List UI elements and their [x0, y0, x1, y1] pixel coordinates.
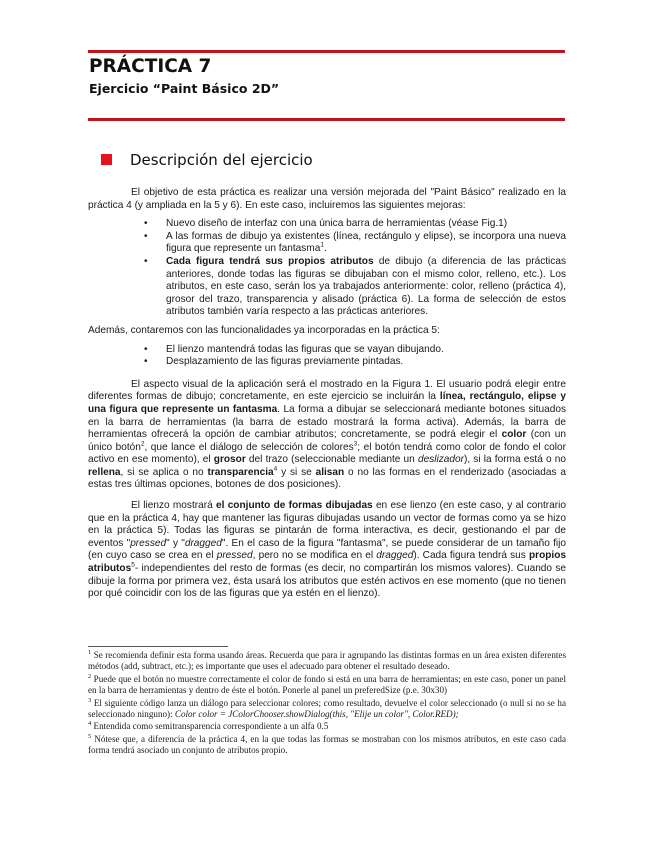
- paragraph-functionalities: Además, contaremos con las funcionalidades ya incorporadas en la práctica 5:: [88, 324, 440, 336]
- footnote-5: $^5$ Nótese que, a diferencia de la práctica 4, en la que todas las formas se mostraban con los mismos atributos, en este caso cada forma tendrá asociado un conjunto de atributos propio.: [88, 732, 566, 756]
- list-item-text: Nuevo diseño de interfaz con una única barra de herramientas (véase Fig.1): [166, 218, 508, 230]
- list-item: [166, 344, 566, 357]
- page-subtitle: Ejercicio “Paint Básico 2D”: [89, 81, 280, 96]
- list-item: [166, 231, 566, 256]
- footnote-1: $^1$ Se recomienda definir esta forma usando áreas. Recuerda que para ir agrupando las distintas formas en un área existen diferentes métodos (add, subtract, etc.); es importante que uses el adecuado para obtener el resultado deseado.: [88, 648, 566, 672]
- list-item-text: .: [323, 243, 327, 255]
- footnote-ref: 1: [320, 242, 324, 250]
- list-item: [166, 356, 566, 369]
- section-square-icon: [101, 154, 112, 165]
- list-item-text: Desplazamiento de las figuras previamente pintadas.: [166, 356, 404, 368]
- footnotes: [88, 650, 566, 758]
- header-top-rule: [88, 50, 565, 53]
- list-item-text: de dibujo (a diferencia de las prácticas anteriores, donde todas las figuras se dibujaban con el mismo color, relleno, etc.). Los atributos, en este caso, serán los ya trabajados anteriormente: color, relleno (práctica 4), grosor del trazo, transparencia y alisado (práctica 6). La forma de selección de estos atributos también varía respecto a las prácticas anteriores.: [166, 255, 566, 318]
- footnote-3: $^3$ El siguiente código lanza un diálogo para seleccionar colores; como resultado, devuelve el color seleccionado (o null si no se ha seleccionado ninguno): Color color = JColorChooser.showDialog(this, "Elije un color", Color.RED);: [88, 696, 566, 720]
- list-item-text: El lienzo mantendrá todas las figuras que se vayan dibujando.: [166, 343, 444, 355]
- footnote-4: $^4$ Entendida como semitransparencia correspondiente a un alfa 0.5: [88, 720, 329, 732]
- footnote-separator: [88, 646, 228, 647]
- body-text: [88, 187, 566, 607]
- list-item: [166, 218, 566, 231]
- footnote-2: $^2$ Puede que el botón no muestre correctamente el color de fondo si está en una barra de herramientas; en este caso, poner un panel en la barra de herramientas y dentro de éste el botón. Ponerle al panel un preferedSize (p.e. 30x30): [88, 672, 566, 696]
- page-title: PRÁCTICA 7: [89, 56, 212, 77]
- list-item: [166, 256, 566, 319]
- list-item-text: A las formas de dibujo ya existentes (línea, rectángulo y elipse), se incorpora una nueva figura que represente un fantasma: [166, 230, 566, 255]
- paragraph-canvas: El lienzo mostrará el conjunto de formas dibujadas en ese lienzo (en este caso, y al contrario que en la práctica 4, hay que mantener las figuras dibujadas usando un vector de formas como ya se hizo en la práctica 5). Todas las figuras se pintarán de forma interactiva, es decir, gestionando el par de eventos "pressed" y "dragged". En el caso de la figura "fantasma", se puede considerar de un tamaño fijo (en cuyo caso se crea en el pressed, pero no se modifica en el dragged). Cada figura tendrá sus propios atributos$^5$- independientes del resto de formas (es decir, no compartirán los mismos valores). Cuando se dibuje la forma por primera vez, ésta usará los atributos que estén activos en ese momento (que no tienen por qué coincidir con los de las figuras que ya estén en el lienzo).: [88, 500, 566, 600]
- header-bottom-rule: [88, 118, 565, 121]
- improvements-list: [88, 218, 566, 319]
- section-title: Descripción del ejercicio: [130, 151, 313, 169]
- functionalities-list: [88, 344, 566, 369]
- paragraph-visual-aspect: El aspecto visual de la aplicación será el mostrado en la Figura 1. El usuario podrá elegir entre diferentes formas de dibujo; concretamente, en este ejercicio se incluirán la línea, rectángulo, elipse y una figura que represente un fantasma. La forma a dibujar se seleccionará mediante botones situados en la barra de herramientas (la barra de estado mostrará la forma activa). Además, la barra de herramientas ofrecerá la opción de cambiar atributos; concretamente, se podrá elegir el color (con un único botón$^2$, que lance el diálogo de selección de colores$^3$; el botón tendrá como color de fondo el color activo en ese momento), el grosor del trazo (seleccionable mediante un deslizador), si la forma está o no rellena, si se aplica o no transparencia$^4$ y si se alisan o no las formas en el renderizado (asociadas a estas tres últimas opciones, botones de dos posiciones).: [88, 378, 567, 491]
- list-item-bold: Cada figura tendrá sus propios atributos: [166, 255, 374, 267]
- paragraph-objective: El objetivo de esta práctica es realizar una versión mejorada del "Paint Básico" realizado en la práctica 4 (y ampliada en la 5 y 6). En este caso, incluiremos las siguientes mejoras:: [88, 187, 566, 211]
